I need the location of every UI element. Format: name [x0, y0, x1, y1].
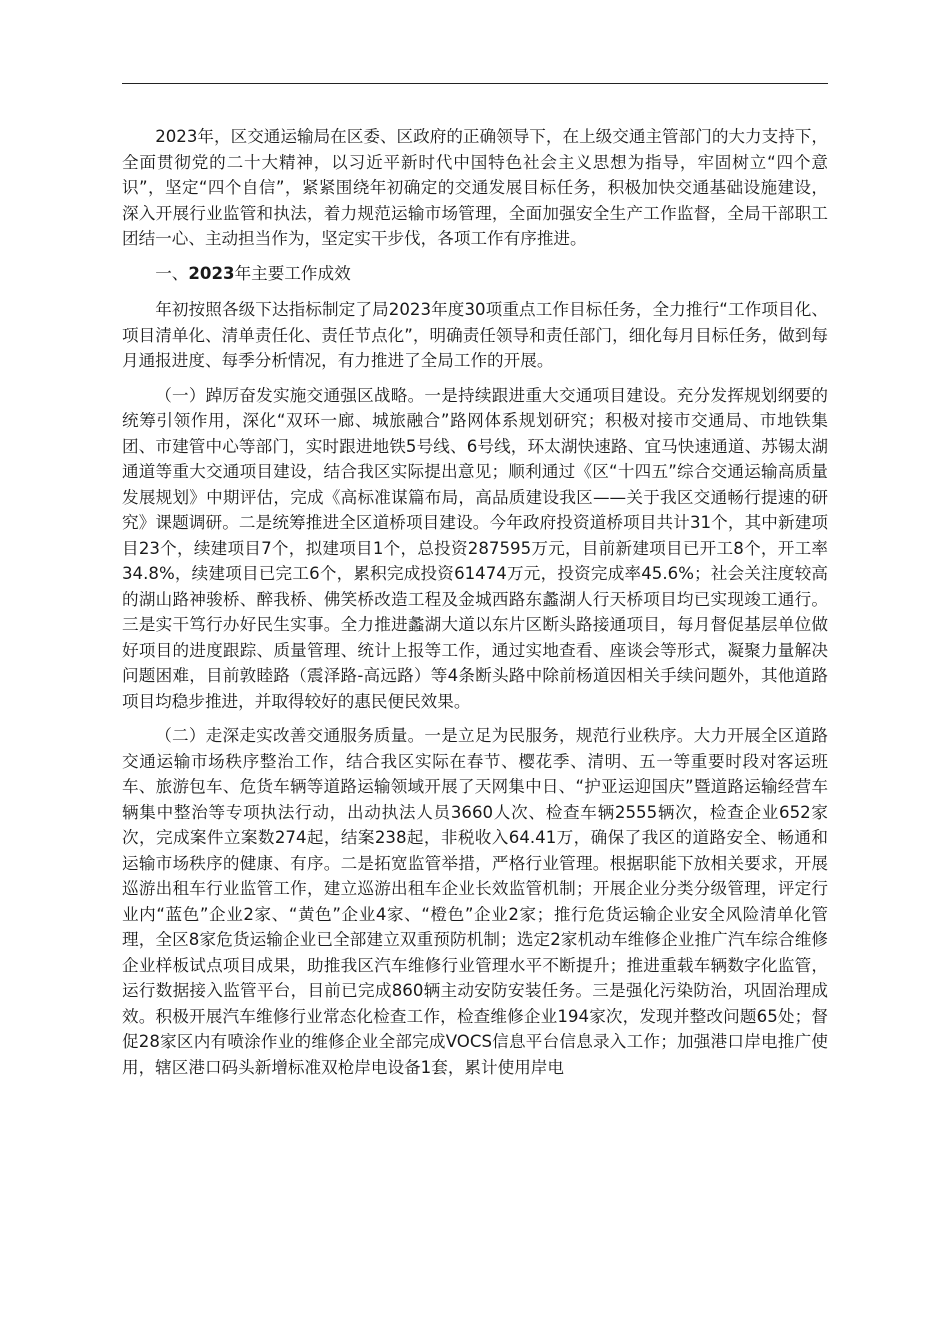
- section-heading-prefix: 一、: [155, 263, 189, 283]
- header-rule: [122, 83, 828, 84]
- subsection-2-paragraph: （二）走深走实改善交通服务质量。一是立足为民服务，规范行业秩序。大力开展全区道路交通运输市场秩序整治工作，结合我区实际在春节、樱花季、清明、五一等重要时段对客运班车、旅游包车、危货车辆等道路运输领域开展了天网集中日、“护亚运迎国庆”暨道路运输经营车辆集中整治等专项执法行动，出动执法人员3660人次、检查车辆2555辆次，检查企业652家次，完成案件立案数274起，结案238起，非税收入64.41万，确保了我区的道路安全、畅通和运输市场秩序的健康、有序。二是拓宽监管举措，严格行业管理。根据职能下放相关要求，开展巡游出租车行业监管工作，建立巡游出租车企业长效监管机制；开展企业分类分级管理，评定行业内“蓝色”企业2家、“黄色”企业4家、“橙色”企业2家；推行危货运输企业安全风险清单化管理，全区8家危货运输企业已全部建立双重预防机制；选定2家机动车维修企业推广汽车综合维修企业样板试点项目成果，助推我区汽车维修行业管理水平不断提升；推进重载车辆数字化监管，运行数据接入监管平台，目前已完成860辆主动安防安装任务。三是强化污染防治，巩固治理成效。积极开展汽车维修行业常态化检查工作，检查维修企业194家次，发现并整改问题65处；督促28家区内有喷涂作业的维修企业全部完成VOCS信息平台信息录入工作；加强港口岸电推广使用，辖区港口码头新增标准双枪岸电设备1套，累计使用岸电: [122, 726, 828, 1077]
- document-body: [122, 124, 828, 1089]
- section-heading: [122, 261, 828, 287]
- section-heading-year: 2023: [188, 263, 235, 283]
- overview-paragraph: 年初按照各级下达指标制定了局2023年度30项重点工作目标任务，全力推行“工作项目化、项目清单化、清单责任化、责任节点化”，明确责任领导和责任部门，细化每月目标任务，做到每月通报进度、每季分析情况，有力推进了全局工作的开展。: [122, 300, 828, 370]
- subsection-1-paragraph: （一）踔厉奋发实施交通强区战略。一是持续跟进重大交通项目建设。充分发挥规划纲要的统筹引领作用，深化“双环一廊、城旅融合”路网体系规划研究；积极对接市交通局、市地铁集团、市建管中心等部门，实时跟进地铁5号线、6号线，环太湖快速路、宜马快速通道、苏锡太湖通道等重大交通项目建设，结合我区实际提出意见；顺利通过《区“十四五”综合交通运输高质量发展规划》中期评估，完成《高标准谋篇布局，高品质建设我区——关于我区交通畅行提速的研究》课题调研。二是统筹推进全区道桥项目建设。今年政府投资道桥项目共计31个，其中新建项目23个，续建项目7个，拟建项目1个，总投资287595万元，目前新建项目已开工8个，开工率34.8%，续建项目已完工6个，累积完成投资61474万元，投资完成率45.6%；社会关注度较高的湖山路神骏桥、醉我桥、佛笑桥改造工程及金城西路东蠡湖人行天桥项目均已实现竣工通行。三是实干笃行办好民生实事。全力推进蠡湖大道以东片区断头路接通项目，每月督促基层单位做好项目的进度跟踪、质量管理、统计上报等工作，通过实地查看、座谈会等形式，凝聚力量解决问题困难，目前敦睦路（震泽路-高远路）等4条断头路中除前杨道因相关手续问题外，其他道路项目均稳步推进，并取得较好的惠民便民效果。: [122, 385, 828, 711]
- section-heading-suffix: 年主要工作成效: [234, 263, 351, 283]
- intro-paragraph: 2023年，区交通运输局在区委、区政府的正确领导下，在上级交通主管部门的大力支持下，全面贯彻党的二十大精神，以习近平新时代中国特色社会主义思想为指导，牢固树立“四个意识”，坚定“四个自信”，紧紧围绕年初确定的交通发展目标任务，积极加快交通基础设施建设，深入开展行业监管和执法，着力规范运输市场管理，全面加强安全生产工作监督，全局干部职工团结一心、主动担当作为，坚定实干步伐，各项工作有序推进。: [122, 127, 828, 248]
